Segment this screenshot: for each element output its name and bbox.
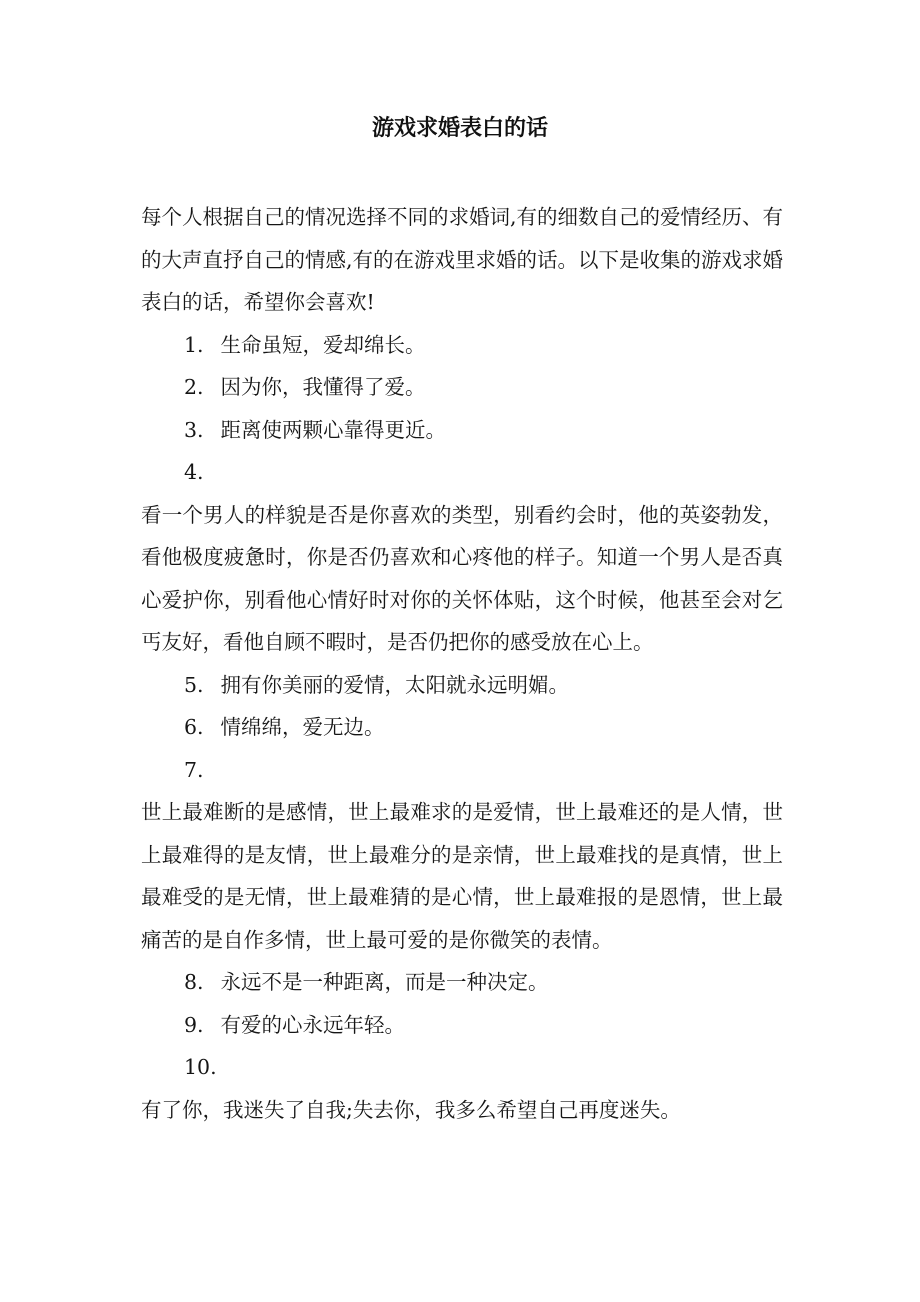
item-number: 4. [184, 460, 204, 484]
item-number: 8. [184, 970, 204, 994]
list-item [141, 324, 783, 367]
item-text: 距离使两颗心靠得更近。 [220, 417, 447, 442]
item-text: 永远不是一种距离，而是一种决定。 [220, 970, 549, 994]
item-number: 10. [184, 1055, 217, 1079]
list-item [141, 409, 783, 452]
list-item-number-only [141, 451, 783, 494]
item-paragraph: 世上最难断的是感情，世上最难求的是爱情，世上最难还的是人情，世上最难得的是友情，世上最难分的是亲情，世上最难找的是真情，世上最难受的是无情，世上最难猜的是心情，世上最难报的是恩情，世上最痛苦的是自作多情，世上最可爱的是你微笑的表情。 [141, 800, 783, 952]
item-number: 1. [184, 332, 204, 357]
list-item [141, 1004, 783, 1047]
list-item [141, 706, 783, 749]
item-number: 7. [184, 757, 204, 782]
item-number: 2. [184, 375, 204, 399]
list-item-number-only [141, 749, 783, 792]
item-number: 6. [184, 715, 204, 739]
document-body [141, 196, 783, 1131]
item-number: 5. [184, 672, 204, 697]
item-text: 因为你，我懂得了爱。 [220, 375, 426, 399]
list-item [141, 961, 783, 1004]
item-text: 有爱的心永远年轻。 [220, 1012, 406, 1037]
item-paragraph: 看一个男人的样貌是否是你喜欢的类型，别看约会时，他的英姿勃发，看他极度疲惫时，你是否仍喜欢和心疼他的样子。知道一个男人是否真心爱护你，别看他心情好时对你的关怀体贴，这个时候，他甚至会对乞丐友好，看他自顾不暇时，是否仍把你的感受放在心上。 [141, 502, 783, 654]
item-text: 拥有你美丽的爱情，太阳就永远明媚。 [220, 672, 570, 697]
list-item-number-only [141, 1046, 783, 1089]
item-paragraph: 有了你，我迷失了自我;失去你，我多么希望自己再度迷失。 [141, 1097, 681, 1122]
list-item [141, 366, 783, 409]
list-item [141, 664, 783, 707]
item-number: 3. [184, 417, 204, 442]
item-text: 生命虽短，爱却绵长。 [220, 332, 426, 357]
document-title: 游戏求婚表白的话 [371, 116, 548, 141]
item-number: 9. [184, 1012, 204, 1037]
item-text: 情绵绵，爱无边。 [220, 715, 385, 739]
intro-paragraph: 每个人根据自己的情况选择不同的求婚词,有的细数自己的爱情经历、有的大声直抒自己的情感,有的在游戏里求婚的话。以下是收集的游戏求婚表白的话，希望你会喜欢! [141, 205, 784, 314]
